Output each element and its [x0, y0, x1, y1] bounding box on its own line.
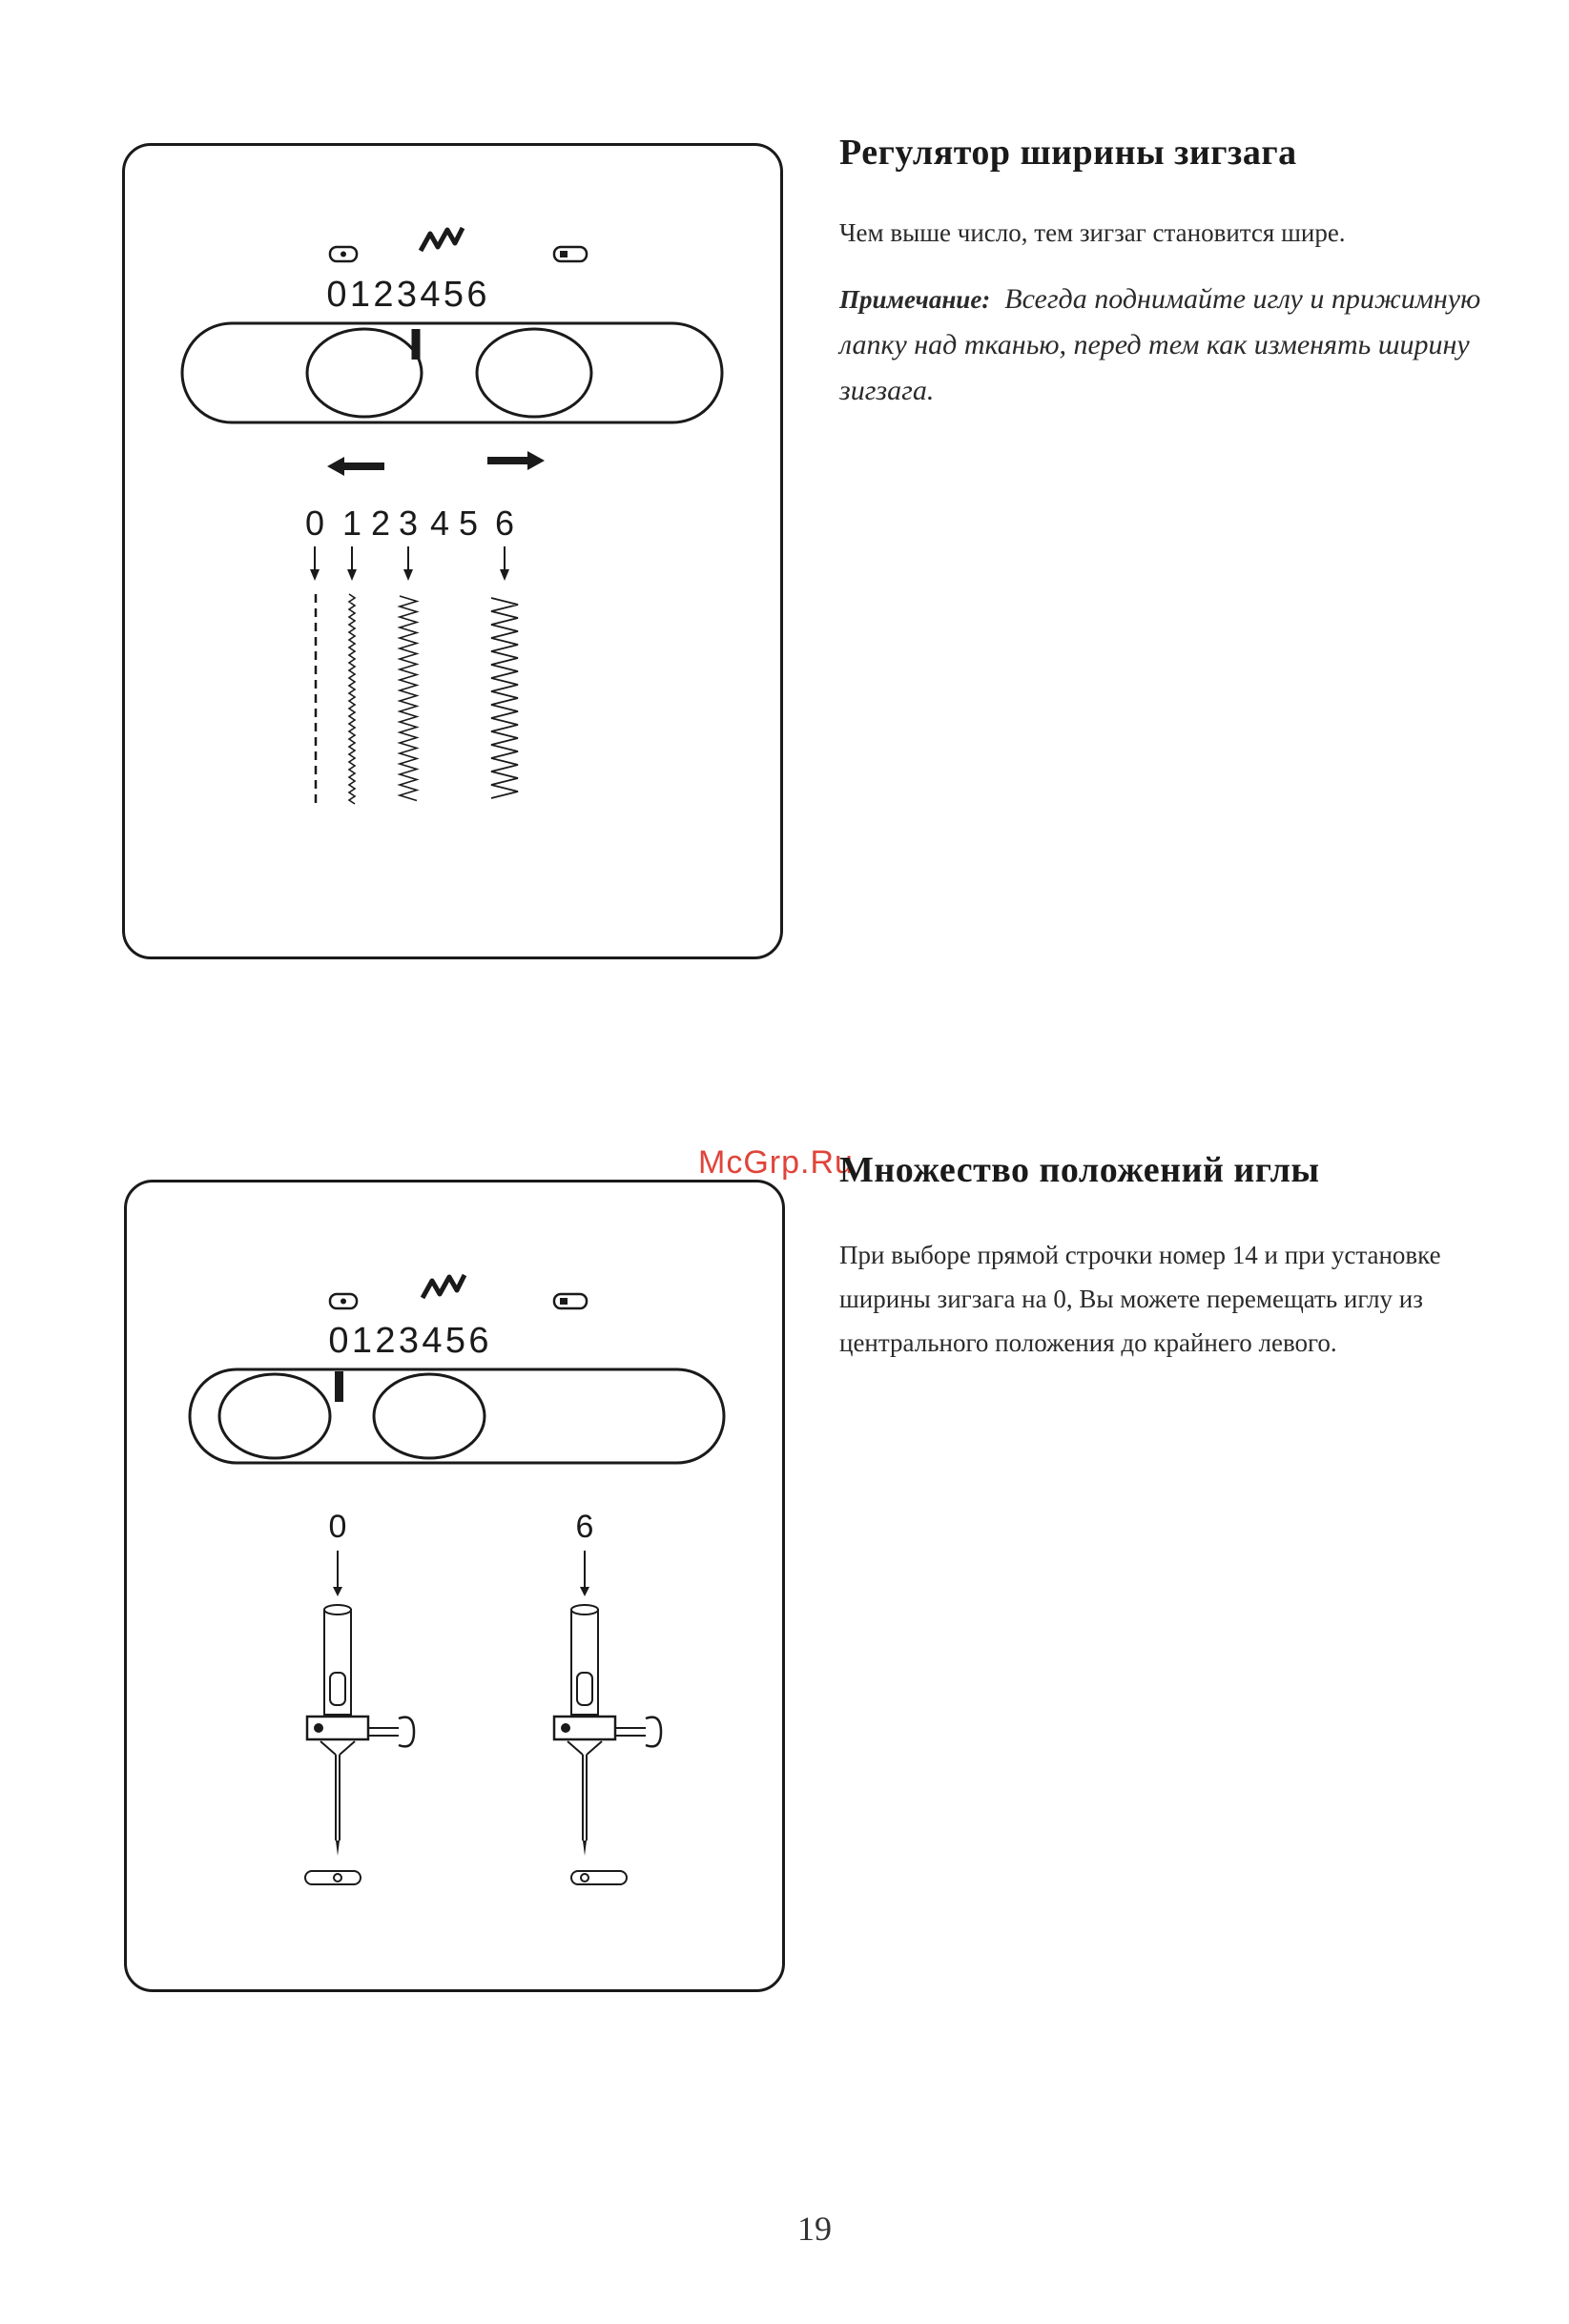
dial-scale-number: 2 — [373, 275, 394, 315]
stitch-width-number: 0 — [304, 504, 325, 543]
straight-stitch-indicator-icon — [330, 1294, 357, 1308]
down-arrow-head-width-3 — [403, 569, 413, 581]
straight-stitch-indicator-icon — [330, 247, 357, 261]
dial-scale-number: 4 — [420, 275, 441, 315]
page-number: 19 — [797, 2210, 832, 2248]
stitch-sample-width-3 — [400, 596, 417, 801]
down-arrow-head-width-6 — [500, 569, 509, 581]
down-arrow-head-width-1 — [347, 569, 357, 581]
zigzag-width-diagram — [125, 146, 786, 962]
down-arrow-head-width-0 — [310, 569, 320, 581]
stitch-width-arrows — [310, 546, 509, 581]
section-title-needle-positions: Множество положений иглы — [839, 1150, 1320, 1190]
dial-scale — [326, 275, 486, 315]
stitch-width-number: 3 — [398, 504, 419, 543]
needle-position-figure — [124, 1180, 785, 1992]
section-body-needle-positions: При выборе прямой строчки номер 14 и при установке ширины зигзага на 0, Вы можете перемещать иглу из центрального положения до крайнего левого. — [839, 1241, 1441, 1357]
needle-position-diagram — [127, 1183, 788, 1995]
decrease-arrow-icon — [327, 457, 384, 476]
dial-pointer — [335, 1371, 343, 1402]
dial-scale-number: 1 — [351, 1321, 373, 1361]
stitch-width-number: 2 — [370, 504, 391, 543]
zigzag-width-slider — [182, 323, 722, 422]
dial-scale-number: 5 — [444, 1321, 466, 1361]
wide-stitch-indicator-icon — [554, 1294, 587, 1308]
zigzag-stitch-icon — [423, 1275, 465, 1298]
section-body-zigzag-width: Чем выше число, тем зигзаг становится шире. — [839, 218, 1346, 247]
dial-scale-number: 4 — [422, 1321, 443, 1361]
zigzag-width-figure — [122, 143, 783, 959]
zigzag-width-slider — [190, 1369, 724, 1463]
stitch-sample-width-1 — [349, 594, 355, 804]
needle-left-position — [305, 1551, 414, 1884]
zigzag-stitch-icon — [421, 228, 463, 251]
increase-arrow-icon — [487, 451, 545, 470]
wide-stitch-indicator-icon — [554, 247, 587, 261]
dial-scale-number: 3 — [396, 275, 418, 315]
dial-pointer — [412, 329, 421, 360]
note-text: Всегда поднимайте иглу и прижимную лапку над тканью, перед тем как изменять ширину зигзага. — [839, 283, 1481, 406]
stitch-width-number: 1 — [341, 504, 362, 543]
dial-scale-number: 6 — [466, 275, 487, 315]
note-paragraph — [839, 277, 1507, 414]
dial-scale-number: 2 — [375, 1321, 396, 1361]
dial-scale-number: 1 — [349, 275, 371, 315]
stitch-width-number: 4 — [429, 504, 450, 543]
needle-position-left-label: 0 — [328, 1509, 347, 1545]
stitch-width-scale — [305, 504, 514, 543]
section-title-zigzag-width: Регулятор ширины зигзага — [839, 133, 1297, 173]
stitch-sample-width-6 — [491, 598, 518, 798]
dial-scale-number: 0 — [326, 275, 347, 315]
needle-right-position — [554, 1551, 661, 1884]
watermark: McGrp.Ru — [698, 1144, 854, 1181]
dial-scale-number: 3 — [398, 1321, 420, 1361]
dial-scale-number: 0 — [328, 1321, 349, 1361]
stitch-width-number: 6 — [494, 504, 515, 543]
dial-scale-number: 5 — [443, 275, 465, 315]
dial-scale — [328, 1321, 488, 1361]
stitch-width-number: 5 — [458, 504, 479, 543]
needle-position-right-label: 6 — [575, 1509, 594, 1545]
note-label: Примечание: — [839, 285, 991, 314]
dial-scale-number: 6 — [468, 1321, 489, 1361]
